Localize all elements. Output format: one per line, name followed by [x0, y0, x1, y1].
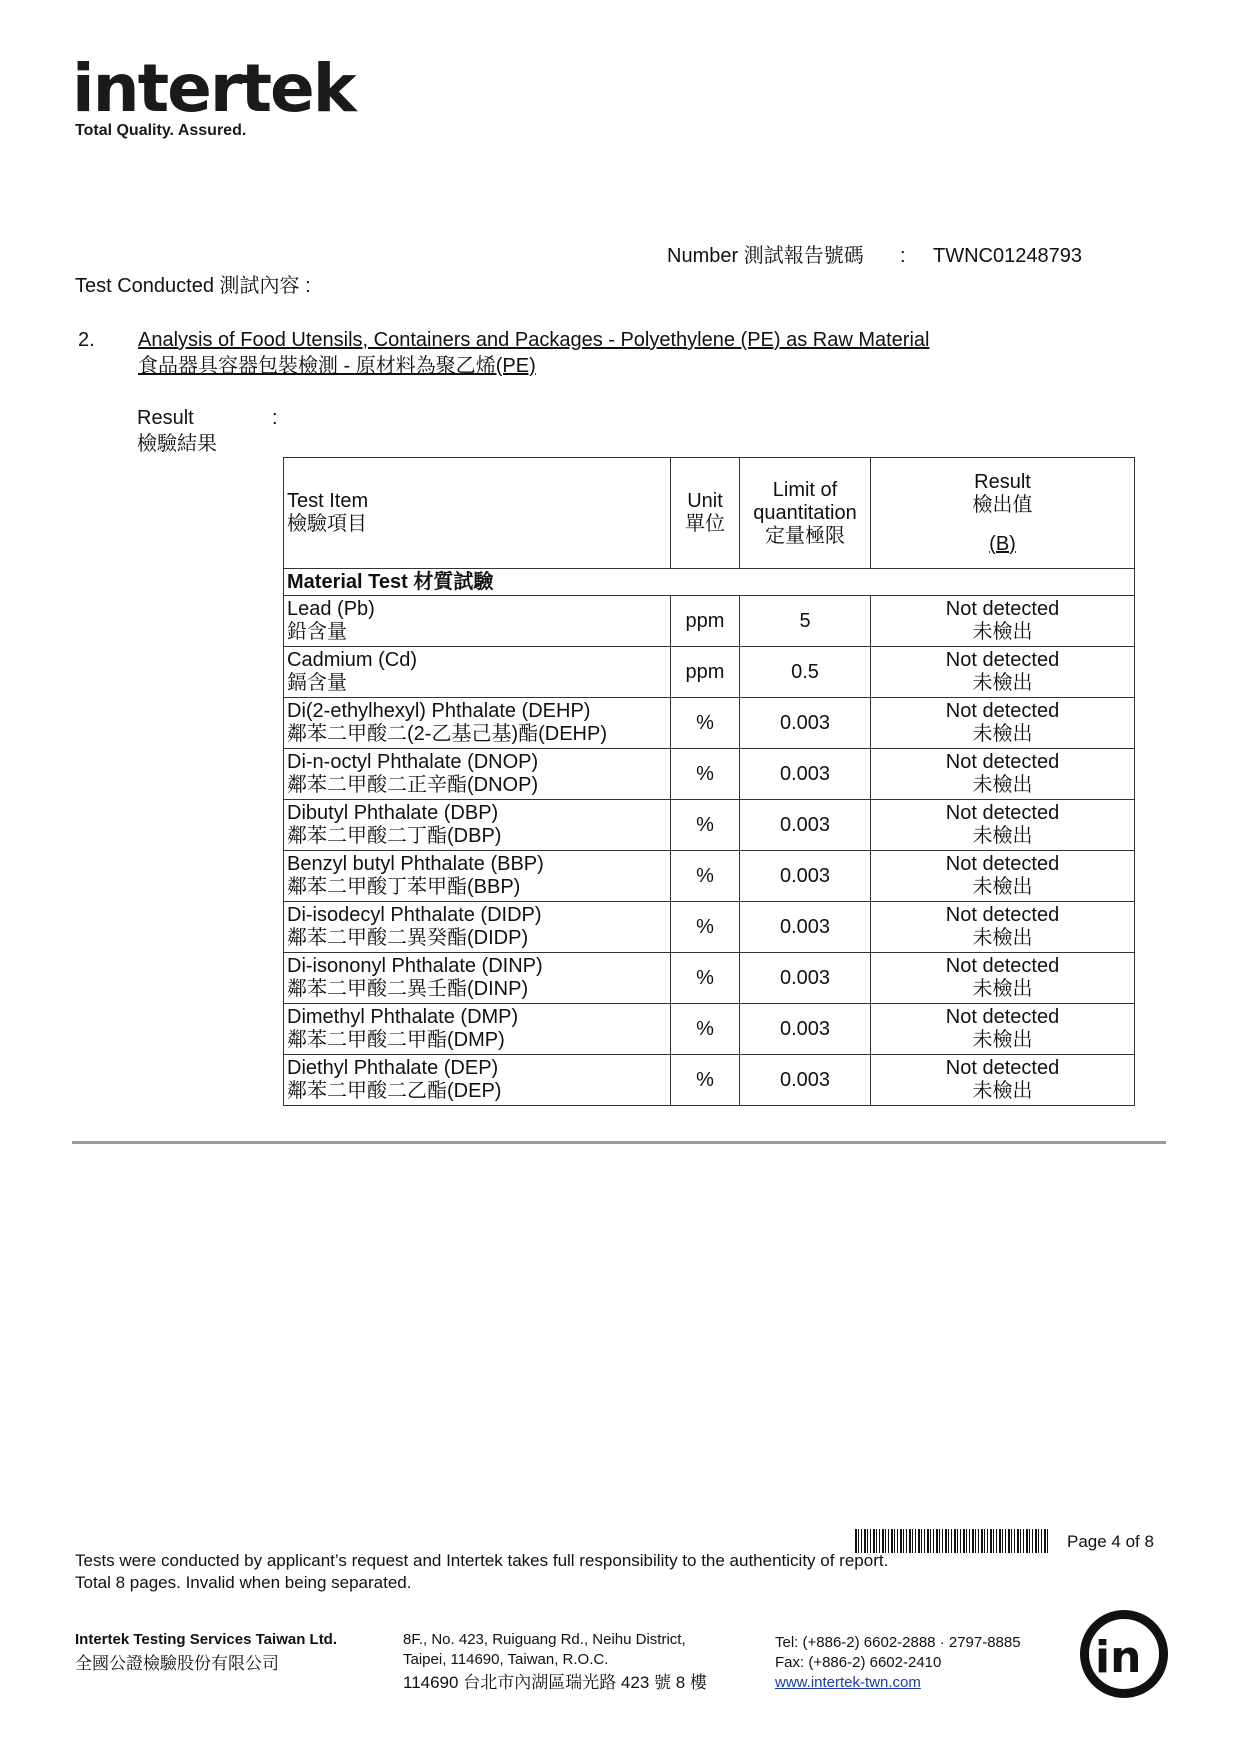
- cell-test-item: [284, 1055, 671, 1106]
- result-zh: 未檢出: [972, 1080, 1033, 1102]
- test-item-zh: 鎘含量: [287, 672, 347, 694]
- result-zh: 未檢出: [972, 825, 1033, 847]
- result-table: [283, 457, 1135, 1106]
- cell-unit: ppm: [671, 647, 740, 698]
- test-item-en: Lead (Pb): [287, 598, 375, 620]
- header-unit: Unit 單位: [671, 458, 740, 569]
- cell-loq: 0.003: [740, 800, 871, 851]
- page-number: Page 4 of 8: [1067, 1532, 1154, 1551]
- test-item-en: Benzyl butyl Phthalate (BBP): [287, 853, 544, 875]
- address-line-2: Taipei, 114690, Taiwan, R.O.C.: [403, 1651, 609, 1668]
- result-label: Result: [137, 407, 194, 429]
- cell-unit: %: [671, 1055, 740, 1106]
- cell-result: [871, 749, 1135, 800]
- result-zh: 未檢出: [972, 672, 1033, 694]
- company-logo: intertek: [72, 50, 355, 127]
- table-row: [284, 647, 1135, 698]
- cell-unit: %: [671, 698, 740, 749]
- cell-loq: 5: [740, 596, 871, 647]
- cell-result: [871, 1055, 1135, 1106]
- cell-result: [871, 698, 1135, 749]
- cell-unit: %: [671, 851, 740, 902]
- company-name-en: Intertek Testing Services Taiwan Ltd.: [75, 1631, 338, 1648]
- cell-loq: 0.003: [740, 953, 871, 1004]
- telephone: Tel: (+886-2) 6602-2888 · 2797-8885: [775, 1634, 1021, 1651]
- result-en: Not detected: [945, 1006, 1060, 1028]
- test-item-zh: 鄰苯二甲酸二丁酯(DBP): [287, 825, 502, 847]
- result-zh: 未檢出: [972, 927, 1033, 949]
- company-name-zh: 全國公證檢驗股份有限公司: [75, 1654, 279, 1673]
- table-row: [284, 1055, 1135, 1106]
- test-item-en: Di-n-octyl Phthalate (DNOP): [287, 751, 539, 773]
- test-item-en: Cadmium (Cd): [287, 649, 418, 671]
- test-item-en: Dibutyl Phthalate (DBP): [287, 802, 499, 824]
- test-item-zh: 鄰苯二甲酸二乙酯(DEP): [287, 1080, 502, 1102]
- disclaimer-line-2: Total 8 pages. Invalid when being separated.: [75, 1573, 412, 1592]
- cell-test-item: [284, 647, 671, 698]
- test-item-en: Diethyl Phthalate (DEP): [287, 1057, 499, 1079]
- cell-result: [871, 800, 1135, 851]
- table-row: [284, 902, 1135, 953]
- cell-test-item: [284, 749, 671, 800]
- table-section-row: [284, 569, 1135, 596]
- cell-loq: 0.003: [740, 749, 871, 800]
- result-en: Not detected: [945, 598, 1060, 620]
- table-row: [284, 800, 1135, 851]
- header-test-item: Test Item 檢驗項目: [284, 458, 671, 569]
- divider-line: [72, 1141, 1166, 1144]
- cell-loq: 0.003: [740, 698, 871, 749]
- test-conducted-label: Test Conducted 測試內容 :: [75, 275, 311, 297]
- result-en: Not detected: [945, 955, 1060, 977]
- cell-test-item: [284, 596, 671, 647]
- table-row: [284, 851, 1135, 902]
- test-item-zh: 鉛含量: [287, 621, 347, 643]
- disclaimer-line-1: Tests were conducted by applicant’s request and Intertek takes full responsibility to the authenticity of report.: [75, 1551, 889, 1570]
- result-zh: 未檢出: [972, 978, 1033, 1000]
- result-zh: 未檢出: [972, 723, 1033, 745]
- result-en: Not detected: [945, 700, 1060, 722]
- website-link[interactable]: www.intertek-twn.com: [775, 1674, 921, 1691]
- cell-result: [871, 647, 1135, 698]
- logo-tagline: Total Quality. Assured.: [75, 122, 247, 139]
- cell-loq: 0.003: [740, 1004, 871, 1055]
- cell-test-item: [284, 800, 671, 851]
- result-en: Not detected: [945, 1057, 1060, 1079]
- report-number-value: TWNC01248793: [933, 245, 1082, 267]
- result-en: Not detected: [945, 649, 1060, 671]
- cell-unit: %: [671, 953, 740, 1004]
- header-result: Result 檢出值 (B): [871, 458, 1135, 569]
- cell-result: [871, 851, 1135, 902]
- table-row: [284, 749, 1135, 800]
- test-item-zh: 鄰苯二甲酸二異壬酯(DINP): [287, 978, 529, 1000]
- test-item-zh: 鄰苯二甲酸二甲酯(DMP): [287, 1029, 505, 1051]
- result-en: Not detected: [945, 751, 1060, 773]
- test-item-zh: 鄰苯二甲酸二異癸酯(DIDP): [287, 927, 529, 949]
- table-body: [284, 596, 1135, 1106]
- header-loq: Limit of quantitation 定量極限: [740, 458, 871, 569]
- test-item-zh: 鄰苯二甲酸丁苯甲酯(BBP): [287, 876, 521, 898]
- result-zh: 未檢出: [972, 1029, 1033, 1051]
- section-title-zh: 食品器具容器包裝檢測 - 原材料為聚乙烯(PE): [138, 355, 536, 377]
- result-en: Not detected: [945, 853, 1060, 875]
- cell-test-item: [284, 851, 671, 902]
- report-number-label: Number 測試報告號碼: [667, 245, 864, 267]
- result-zh: 未檢出: [972, 876, 1033, 898]
- cell-result: [871, 1004, 1135, 1055]
- cell-result: [871, 953, 1135, 1004]
- test-item-zh: 鄰苯二甲酸二正辛酯(DNOP): [287, 774, 539, 796]
- cell-loq: 0.003: [740, 1055, 871, 1106]
- result-en: Not detected: [945, 802, 1060, 824]
- table-header-row: [284, 458, 1135, 569]
- test-item-en: Di-isodecyl Phthalate (DIDP): [287, 904, 542, 926]
- table-row: [284, 953, 1135, 1004]
- test-item-en: Dimethyl Phthalate (DMP): [287, 1006, 519, 1028]
- cell-unit: ppm: [671, 596, 740, 647]
- cell-test-item: [284, 1004, 671, 1055]
- cell-test-item: [284, 698, 671, 749]
- cell-unit: %: [671, 902, 740, 953]
- cell-loq: 0.5: [740, 647, 871, 698]
- cell-loq: 0.003: [740, 902, 871, 953]
- table-row: [284, 698, 1135, 749]
- result-zh: 未檢出: [972, 774, 1033, 796]
- cell-loq: 0.003: [740, 851, 871, 902]
- cell-result: [871, 902, 1135, 953]
- result-en: Not detected: [945, 904, 1060, 926]
- test-item-en: Di(2-ethylhexyl) Phthalate (DEHP): [287, 700, 591, 722]
- report-number-sep: :: [900, 245, 906, 267]
- test-item-zh: 鄰苯二甲酸二(2-乙基己基)酯(DEHP): [287, 723, 607, 745]
- result-sep: :: [272, 407, 278, 429]
- cell-test-item: [284, 953, 671, 1004]
- cell-unit: %: [671, 749, 740, 800]
- fax: Fax: (+886-2) 6602-2410: [775, 1654, 942, 1671]
- cell-result: [871, 596, 1135, 647]
- section-material-test: Material Test 材質試驗: [284, 569, 1135, 596]
- cell-test-item: [284, 902, 671, 953]
- address-line-3: 114690 台北市內湖區瑞光路 423 號 8 樓: [403, 1673, 707, 1692]
- table-row: [284, 596, 1135, 647]
- section-title-en: Analysis of Food Utensils, Containers and Packages - Polyethylene (PE) as Raw Material: [138, 329, 930, 351]
- footer-logo-mark: in: [1095, 1632, 1142, 1683]
- result-zh: 未檢出: [972, 621, 1033, 643]
- section-index: 2.: [78, 329, 95, 351]
- cell-unit: %: [671, 800, 740, 851]
- table-row: [284, 1004, 1135, 1055]
- cell-unit: %: [671, 1004, 740, 1055]
- result-label-zh: 檢驗結果: [137, 433, 217, 455]
- test-item-en: Di-isononyl Phthalate (DINP): [287, 955, 543, 977]
- address-line-1: 8F., No. 423, Ruiguang Rd., Neihu District,: [403, 1631, 686, 1648]
